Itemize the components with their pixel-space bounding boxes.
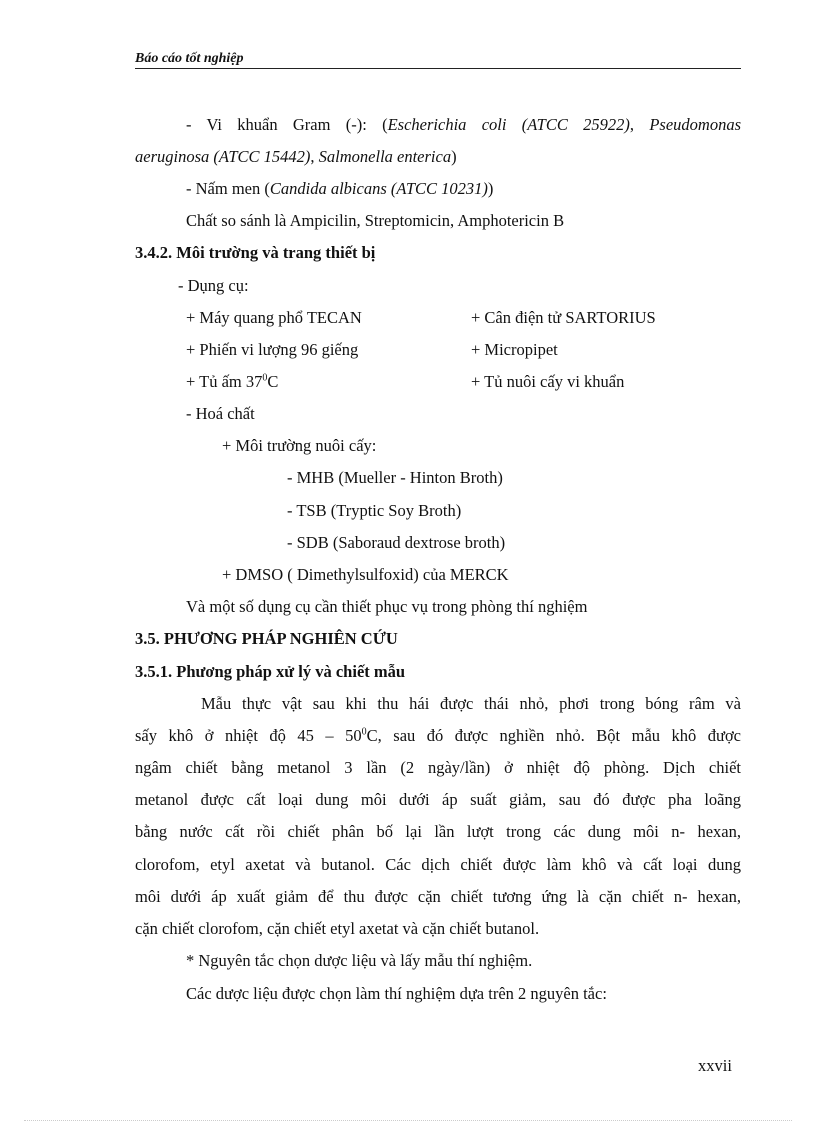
- tool-item: + Cân điện tử SARTORIUS: [471, 308, 656, 327]
- paragraph-line: clorofom, etyl axetat và butanol. Các dịch chiết được làm khô và cất loại dung: [135, 855, 741, 874]
- footer-divider: [24, 1120, 792, 1121]
- header-title: Báo cáo tốt nghiệp: [135, 51, 244, 66]
- paragraph-line: cặn chiết clorofom, cặn chiết etyl axetat và cặn chiết butanol.: [135, 919, 540, 938]
- paragraph-line: ngâm chiết bằng metanol 3 lần (2 ngày/lần) ở nhiệt độ phòng. Dịch chiết: [135, 758, 741, 777]
- selection-text: Các dược liệu được chọn làm thí nghiệm dựa trên 2 nguyên tắc:: [186, 984, 607, 1003]
- pseudomonas-name: Pseudomonas: [649, 115, 741, 134]
- media-item: - TSB (Tryptic Soy Broth): [287, 501, 462, 520]
- tool-item: + Phiến vi lượng 96 giếng: [186, 340, 359, 359]
- chemicals-label: - Hoá chất: [186, 404, 255, 423]
- tools-label: - Dụng cụ:: [178, 276, 249, 295]
- paragraph-line: sấy khô ở nhiệt độ $45 - 50^0C$, sau đó được nghiền nhỏ. Bột mẫu khô được: [135, 726, 741, 745]
- media-label: + Môi trường nuôi cấy:: [222, 436, 377, 455]
- section-heading-3-5-1: 3.5.1. Phương pháp xử lý và chiết mẫu: [135, 662, 406, 681]
- page-number: xxvii: [698, 1056, 732, 1075]
- paragraph-line: bằng nước cất rồi chiết phân bố lại lần lượt trong các dung môi n- hexan,: [135, 822, 741, 841]
- principle-note: * Nguyên tắc chọn dược liệu và lấy mẫu thí nghiệm.: [186, 951, 533, 970]
- media-item: - MHB (Mueller - Hinton Broth): [287, 468, 503, 487]
- tool-item: + Micropipet: [471, 340, 558, 359]
- dmso-item: + DMSO ( Dimethylsulfoxid) của MERCK: [222, 565, 509, 584]
- candida-name: Candida albicans (ATCC 10231): [269, 179, 488, 198]
- yeast-line: - Nấm men (Candida albicans (ATCC 10231)): [186, 179, 494, 198]
- tool-item: + Tủ nuôi cấy vi khuẩn: [471, 372, 625, 391]
- section-heading-3-5: 3.5. PHƯƠNG PHÁP NGHIÊN CỨU: [135, 629, 398, 648]
- other-tools: Và một số dụng cụ cần thiết phục vụ trong phòng thí nghiệm: [186, 597, 588, 616]
- page-header: [135, 48, 741, 69]
- gram-negative-line: - Vi khuẩn Gram (-): (Escherichia coli (ATCC 25922), Pseudomonas: [186, 115, 741, 134]
- tool-item: + Máy quang phổ TECAN: [186, 308, 362, 327]
- section-heading-3-4-2: 3.4.2. Môi trường và trang thiết bị: [135, 243, 376, 262]
- media-item: - SDB (Saboraud dextrose broth): [287, 533, 506, 552]
- paragraph-line: metanol được cất loại dung môi dưới áp suất giảm, sau đó được pha loãng: [135, 790, 741, 809]
- ecoli-name: Escherichia coli (ATCC 25922): [387, 115, 630, 134]
- paragraph-line: môi dưới áp xuất giảm để thu được cặn chiết tương ứng là cặn chiết n- hexan,: [135, 887, 741, 906]
- gram-negative-line-2: aeruginosa (ATCC 15442), Salmonella enterica): [135, 147, 457, 166]
- salmonella-name: Salmonella enterica: [318, 147, 452, 166]
- reference-drugs: Chất so sánh là Ampicilin, Streptomicin, Amphotericin B: [186, 211, 565, 230]
- tool-item-incubator: + Tủ ấm $37^0C$: [186, 372, 279, 391]
- paragraph-line: Mẫu thực vật sau khi thu hái được thái nhỏ, phơi trong bóng râm và: [201, 694, 741, 713]
